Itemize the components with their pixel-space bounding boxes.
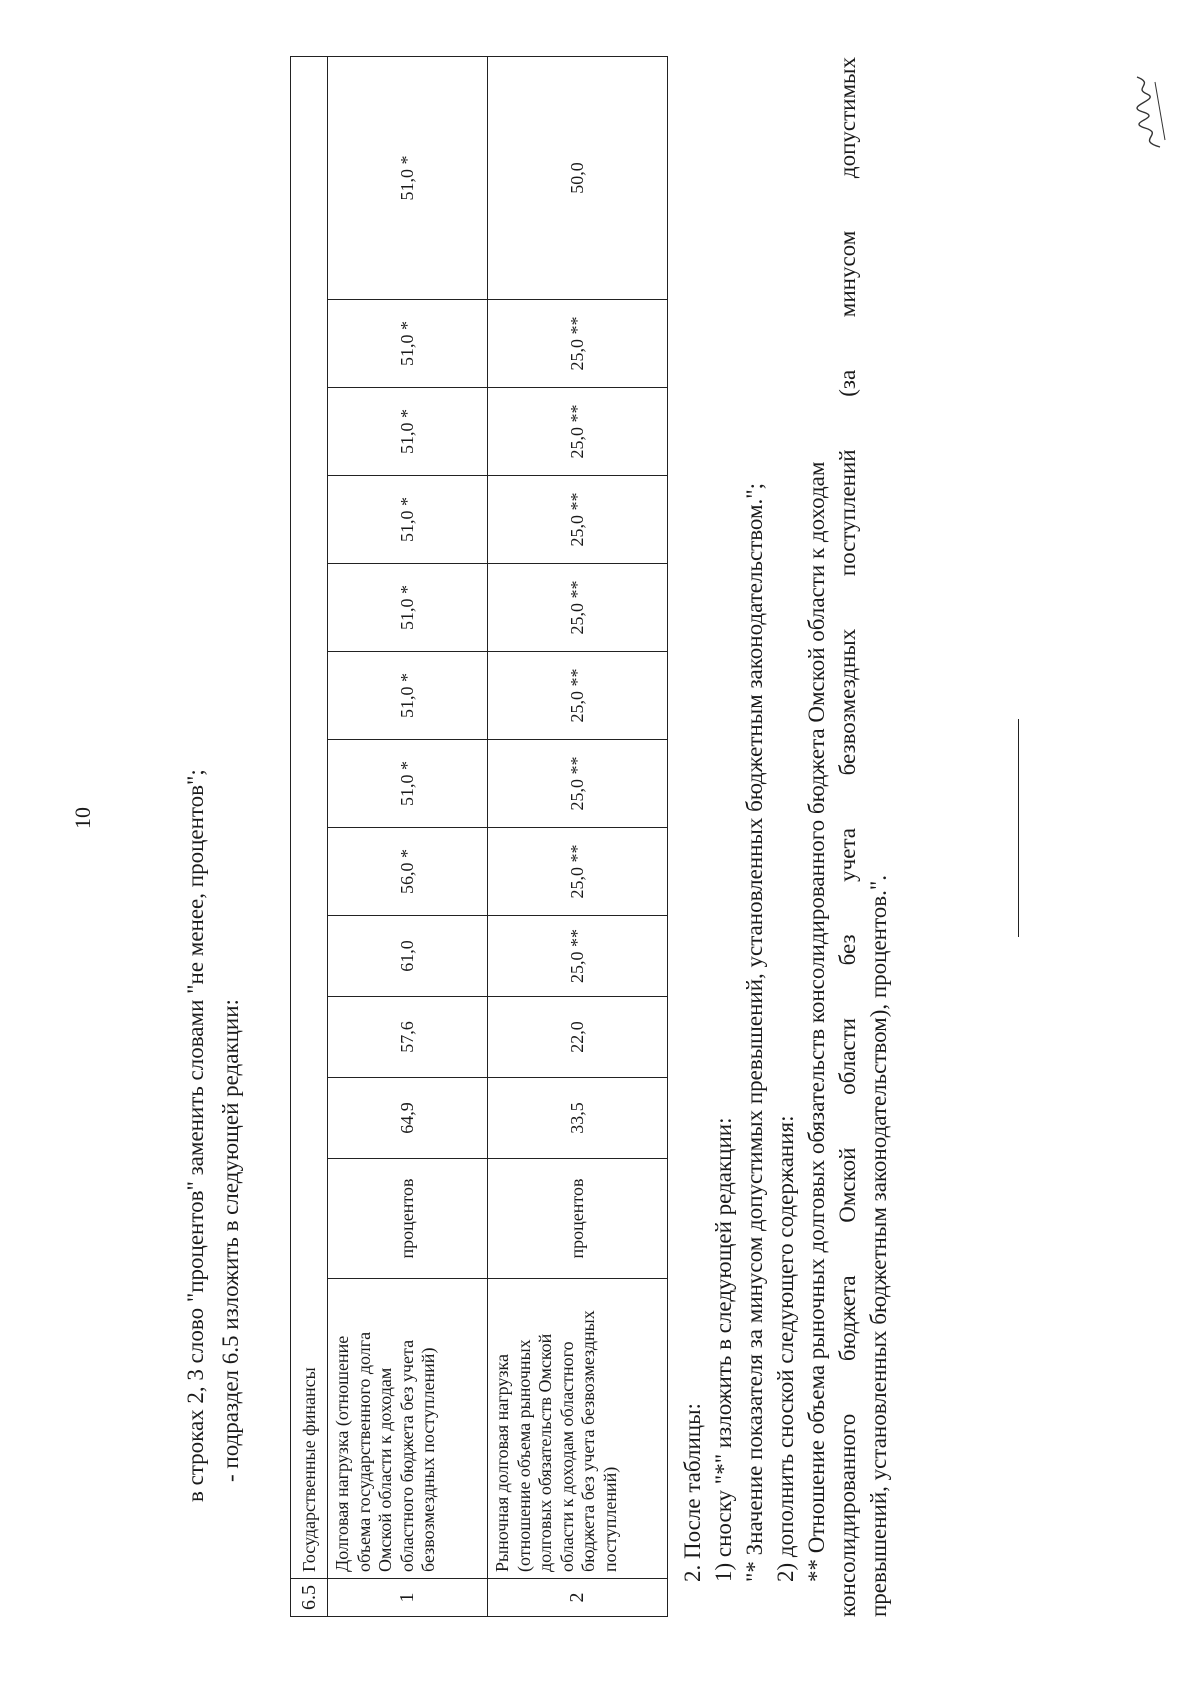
section-row <box>291 56 328 1616</box>
value-cell: 25,0 ** <box>488 916 668 997</box>
table-row <box>328 56 488 1616</box>
unit-cell: процентов <box>328 1159 488 1279</box>
intro-line-1: в строках 2, 3 слово "процентов" заменить словами "не менее, процентов"; <box>183 769 208 1502</box>
after-line-2: 1) сноску "*" изложить в следующей редакции: <box>711 1117 736 1582</box>
after-line-3: "* Значение показателя за минусом допустимых превышений, установленных бюджетным законодательством."; <box>742 482 767 1582</box>
value-cell: 51,0 * <box>328 564 488 652</box>
row-number: 2 <box>488 1579 668 1617</box>
indicators-table <box>290 56 668 1617</box>
value-cell: 51,0 * <box>328 476 488 564</box>
row-number: 1 <box>328 1579 488 1617</box>
value-cell: 25,0 ** <box>488 564 668 652</box>
after-line-4: 2) дополнить сноской следующего содержания: <box>773 1115 798 1582</box>
value-cell: 64,9 <box>328 1078 488 1159</box>
value-cell: 56,0 * <box>328 828 488 916</box>
value-cell: 33,5 <box>488 1078 668 1159</box>
table-row <box>488 56 668 1616</box>
section-number: 6.5 <box>291 1579 328 1617</box>
separator-line <box>1018 719 1019 937</box>
value-cell: 51,0 * <box>328 388 488 476</box>
value-cell: 51,0 * <box>328 740 488 828</box>
value-cell: 25,0 ** <box>488 300 668 388</box>
section-title: Государственные финансы <box>291 56 328 1578</box>
value-cell: 51,0 * <box>328 56 488 299</box>
after-line-1: 2. После таблицы: <box>680 1403 705 1582</box>
value-cell: 57,6 <box>328 997 488 1078</box>
unit-cell: процентов <box>488 1159 668 1279</box>
value-cell: 25,0 ** <box>488 476 668 564</box>
value-cell: 51,0 * <box>328 300 488 388</box>
value-cell: 50,0 <box>488 56 668 299</box>
indicator-name: Долговая нагрузка (отношение объема государственного долга Омской области к доходам областного бюджета без учета безвозмездных поступлений) <box>328 1279 488 1579</box>
intro-line-2: - подраздел 6.5 изложить в следующей редакции: <box>218 999 243 1482</box>
indicator-name: Рыночная долговая нагрузка (отношение объема рыночных долговых обязательств Омской области к доходам областного бюджета без учета безвозмездных поступлений) <box>488 1279 668 1579</box>
after-line-7: превышений, установленных бюджетным законодательством), процентов.". <box>866 875 891 1617</box>
signature-mark <box>1125 72 1175 152</box>
value-cell: 51,0 * <box>328 652 488 740</box>
after-line-5: ** Отношение объема рыночных долговых обязательств консолидированного бюджета Омской области к доходам <box>804 461 829 1582</box>
value-cell: 22,0 <box>488 997 668 1078</box>
value-cell: 25,0 ** <box>488 828 668 916</box>
page-number: 10 <box>70 807 95 829</box>
value-cell: 25,0 ** <box>488 652 668 740</box>
value-cell: 61,0 <box>328 916 488 997</box>
after-line-6: консолидированного бюджета Омской области без учета безвозмездных поступлений (за минусом допустимых <box>835 57 860 1617</box>
value-cell: 25,0 ** <box>488 740 668 828</box>
value-cell: 25,0 ** <box>488 388 668 476</box>
